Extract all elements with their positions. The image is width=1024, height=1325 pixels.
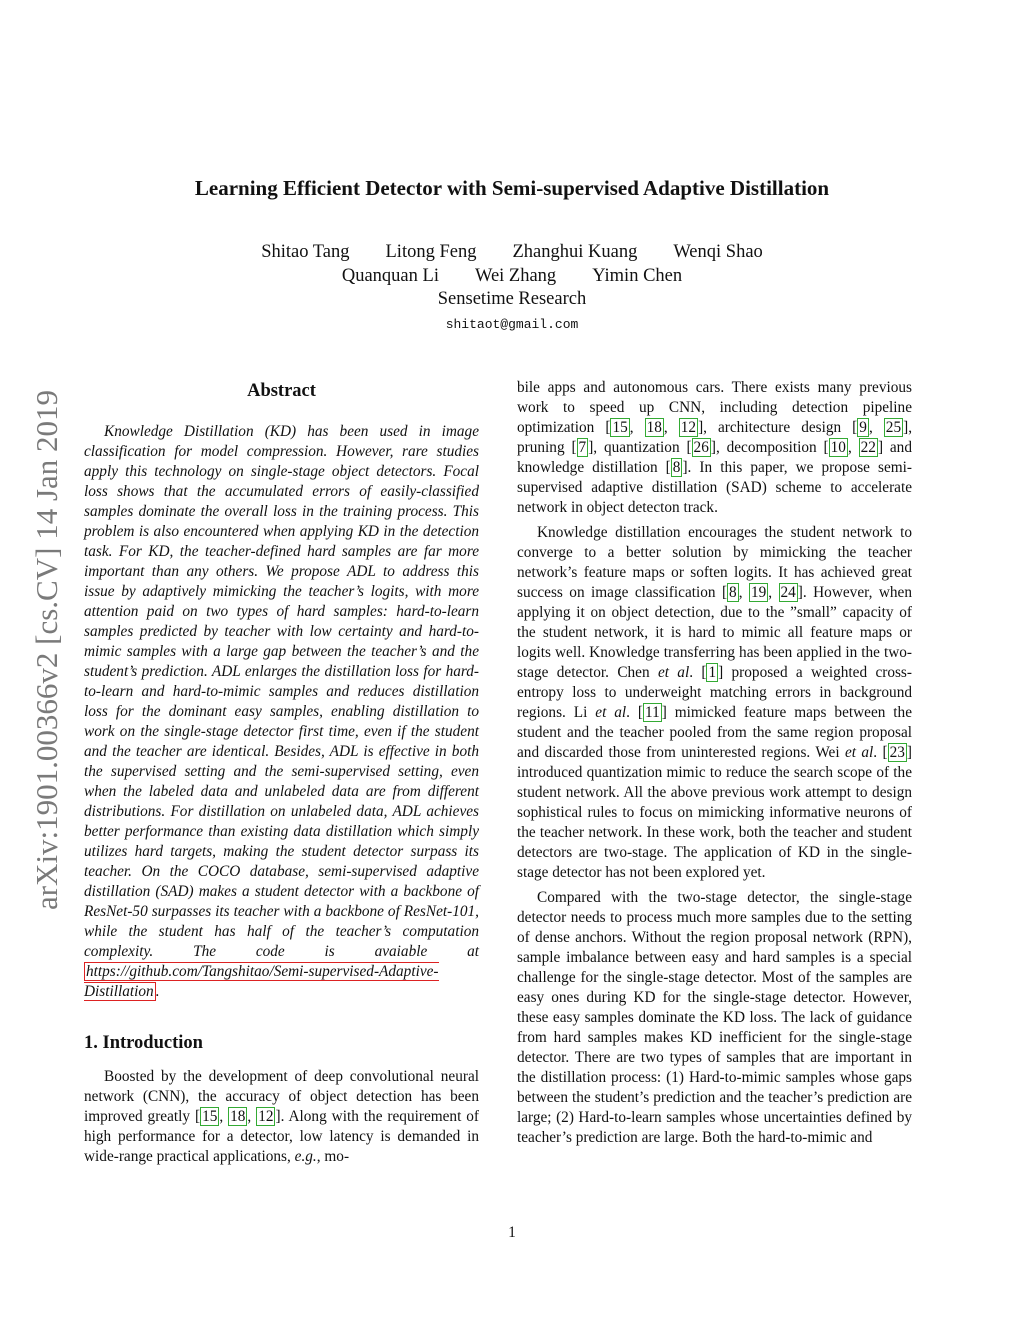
citation-link[interactable]: 24	[780, 584, 796, 601]
abstract-text: Knowledge Distillation (KD) has been used in image classification for model compression. However, rare studies apply this technology on single-stage object detectors. Focal loss shows that the accumulated errors of easily-classified samples dominate the overall loss in the training process. This problem is also encountered when applying KD in the detection task. For KD, the teacher-defined hard samples are far more important than any others. We propose ADL to address this issue by adaptively mimicking the teacher’s logits, with more attention paid on two types of hard samples: hard-to-learn samples predicted by teacher with low certainty and hard-to-mimic samples with a large gap between the teacher’s and the student’s prediction. ADL enlarges the distillation loss for hard-to-learn and hard-to-mimic samples and reduces distillation loss for the dominant easy samples, enabling distillation to work on the single-stage detector first time, even if the student and the teacher are identical. Besides, ADL is effective in both the supervised setting and the semi-supervised setting, even when the labeled data and unlabeled data are from different distributions. For distillation on unlabeled data, ADL achieves better performance than existing data distillation which simply utilizes hard targets, making the student detector surpass its teacher. On the COCO database, semi-supervised adaptive distillation (SAD) makes a student detector with a backbone of ResNet-50 surpasses its teacher with a backbone of ResNet-101, while the student has half of the teacher’s computation complexity. The code is avaiable at https://github.com/Tangshitao/Semi-supervised-Adaptive-Distillation .	[84, 423, 479, 1000]
citation-link[interactable]: 7	[578, 439, 587, 456]
author-name: Yimin Chen	[592, 265, 683, 286]
author-name: Wenqi Shao	[673, 242, 763, 262]
citation-link[interactable]: 9	[859, 419, 867, 436]
intro-paragraph-1: Boosted by the development of deep convolutional neural network (CNN), the accuracy of object detection has been improved greatly [ 15 , 18 , 12 ]. Along with the requirement of high performance for a detector, low latency is demanded in wide-range practical applications, e.g., mo-	[84, 1068, 479, 1165]
citation-link[interactable]: 25	[885, 419, 902, 436]
citation-link[interactable]: 18	[646, 419, 662, 436]
right-column	[517, 378, 912, 1148]
code-url-link[interactable]: https://github.com/Tangshitao/Semi-supervised-Adaptive-Distillation	[84, 963, 439, 1000]
citation-link[interactable]: 15	[202, 1108, 218, 1125]
page-number: 1	[508, 1224, 516, 1241]
paper-title: Learning Efficient Detector with Semi-supervised Adaptive Distillation	[194, 176, 830, 200]
abstract-heading: Abstract	[247, 381, 316, 401]
citation-link[interactable]: 18	[230, 1108, 246, 1125]
left-column	[84, 378, 479, 1167]
author-row-2	[0, 265, 1024, 289]
citation-link[interactable]: 12	[680, 419, 697, 436]
author-row-1	[0, 241, 1024, 265]
citation-link[interactable]: 8	[729, 584, 737, 601]
citation-link[interactable]: 15	[612, 419, 628, 436]
citation-link[interactable]: 11	[645, 704, 660, 721]
citation-link[interactable]: 12	[258, 1108, 274, 1125]
author-name: Shitao Tang	[261, 242, 350, 262]
intro-paragraph-1-continued: bile apps and autonomous cars. There exists many previous work to speed up CNN, including detection pipeline optimization [ 15 , 18 , 12 ], architecture design [ 9 , 25 ], pruning [ 7 ], quantization [ 26 ], decomposition [ 10 , 22 ] and knowledge distillation [ 8 ]. In this paper, we propose semi-supervised adaptive distillation (SAD) scheme to accelerate network in object detecton track.	[517, 379, 913, 516]
author-name: Quanquan Li	[341, 265, 439, 286]
citation-link[interactable]: 22	[860, 439, 876, 456]
citation-link[interactable]: 1	[708, 664, 717, 681]
citation-link[interactable]: 10	[830, 439, 846, 456]
arxiv-watermark: arXiv:1901.00366v2 [cs.CV] 14 Jan 2019	[29, 389, 64, 911]
intro-paragraph-2: Knowledge distillation encourages the student network to converge to a better solution by mimicking the teacher network’s feature maps or soften logits. It has achieved great success on image classification [ 8 , 19 , 24 ]. However, when applying it on object detection, due to the ”small” capacity of the student network, it is hard to mimic all feature maps or logits well. Knowledge transferring has been applied in the two-stage detector. Chen et al. [ 1 ] proposed a weighted cross-entropy loss to underweight matching errors in background regions. Li et al. [ 11 ] mimicked feature maps between the student and the teacher pooled from the same region proposal and discarded those from uninterested regions. Wei et al. [ 23 ] introduced quantization mimic to reduce the search scope of the student network. All the above previous work attempt to design sophistical rules to focus on mimicking informative neurons of the teacher network. In these work, both the teacher and student detectors are two-stage. The application of KD in the single-stage detector has not been explored yet.	[517, 524, 912, 881]
citation-link[interactable]: 26	[693, 439, 709, 456]
affiliation: Sensetime Research	[437, 289, 587, 309]
author-name: Litong Feng	[385, 242, 477, 262]
author-email[interactable]: shitaot@gmail.com	[445, 317, 579, 332]
citation-link[interactable]: 19	[750, 584, 767, 601]
intro-paragraph-3: Compared with the two-stage detector, the single-stage detector needs to process much more samples due to the setting of dense anchors. Without the region proposal network (RPN), sample imbalance between easy and hard samples is a special challenge for the single-stage detector. Most of the samples are easy ones during KD for the single-stage detector. However, these easy samples dominate the KD loss. The lack of guidance from hard samples makes KD inefficient for the single-stage detector. There are two types of samples that are important in the distillation process: (1) Hard-to-mimic samples whose gaps between the student’s prediction and the teacher’s prediction are large; (2) Hard-to-learn samples whose uncertainties defined by teacher’s prediction are large. Both the hard-to-mimic and	[517, 889, 912, 1146]
author-name: Wei Zhang	[474, 265, 557, 286]
introduction-heading: 1. Introduction	[84, 1033, 203, 1053]
author-name: Zhanghui Kuang	[512, 242, 638, 262]
author-block	[0, 241, 1024, 312]
citation-link[interactable]: 23	[889, 744, 905, 761]
citation-link[interactable]: 8	[672, 459, 681, 476]
